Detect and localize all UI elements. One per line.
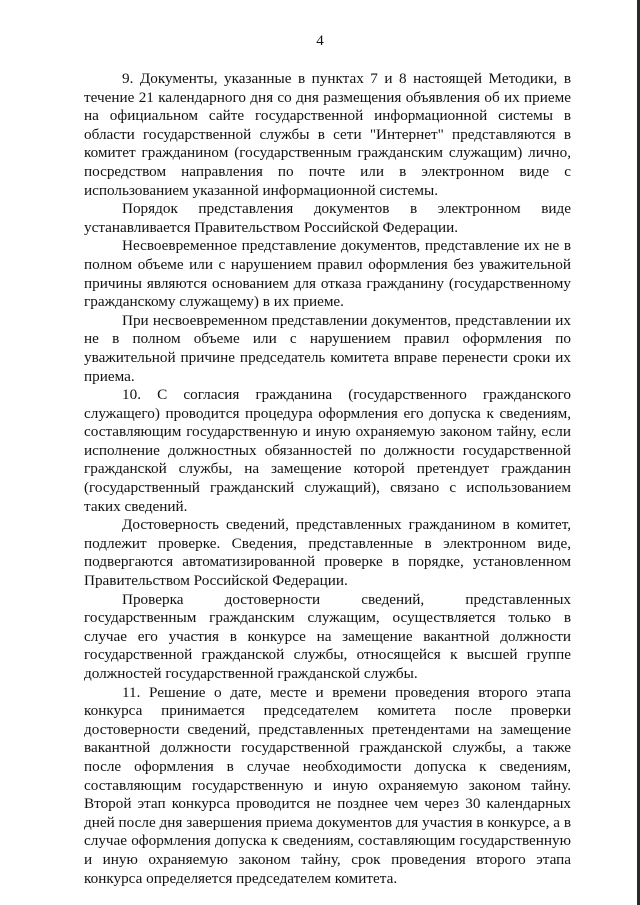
paragraph-10: 10. С согласия гражданина (государственного гражданского служащего) проводится процедура оформления его допуска к сведениям, составляющим государственную и иную охраняемую законом тайну, если исполнение должностных обязанностей по должности государственной гражданской службы, на замещение которой претендует гражданин (государственный гражданский служащий), связано с использованием таких сведений. [84, 386, 571, 515]
paragraph-refusal-grounds: Несвоевременное представление документов, представление их не в полном объеме или с нарушением правил оформления без уважительной причины являются основанием для отказа гражданину (государственному гражданскому служащему) в их приеме. [84, 237, 571, 311]
page-number: 4 [316, 33, 324, 49]
document-body [84, 70, 571, 888]
paragraph-9: 9. Документы, указанные в пунктах 7 и 8 настоящей Методики, в течение 21 календарного дня со дня размещения объявления об их приеме на официальном сайте государственной информационной системы в области государственной службы в сети "Интернет" представляются в комитет гражданином (государственным гражданским служащим) лично, посредством направления по почте или в электронном виде с использованием указанной информационной системы. [84, 70, 571, 199]
paragraph-11: 11. Решение о дате, месте и времени проведения второго этапа конкурса принимается председателем комитета после проверки достоверности сведений, представленных претендентами на замещение вакантной должности государственной гражданской службы, а также после оформления в случае необходимости допуска к сведениям, составляющим государственную и иную охраняемую законом тайну. Второй этап конкурса проводится не позднее чем через 30 календарных дней после дня завершения приема документов для участия в конкурсе, а в случае оформления допуска к сведениям, составляющим государственную и иную охраняемую законом тайну, срок проведения второго этапа конкурса определяется председателем комитета. [84, 683, 571, 887]
paragraph-verification: Достоверность сведений, представленных гражданином в комитет, подлежит проверке. Сведения, представленные в электронном виде, подвергаются автоматизированной проверке в порядке, установленном Правительством Российской Федерации. [84, 516, 571, 590]
paragraph-deadline-extension: При несвоевременном представлении документов, представлении их не в полном объеме или с нарушением правил оформления по уважительной причине председатель комитета вправе перенести сроки их приема. [84, 311, 571, 385]
paragraph-electronic-order: Порядок представления документов в электронном виде устанавливается Правительством Российской Федерации. [84, 200, 571, 236]
paragraph-verification-scope: Проверка достоверности сведений, представленных государственным гражданским служащим, осуществляется только в случае его участия в конкурсе на замещение вакантной должности государственной гражданской службы, относящейся к высшей группе должностей государственной гражданской службы. [84, 590, 571, 682]
